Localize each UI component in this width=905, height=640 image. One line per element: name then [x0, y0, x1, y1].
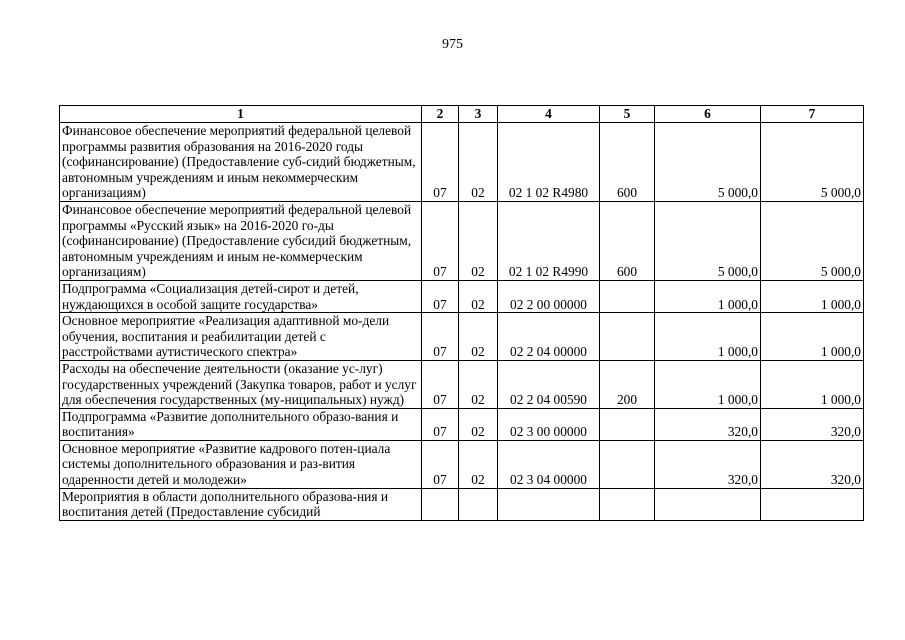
section-code-cell: 07: [422, 123, 459, 202]
subsection-code-cell: 02: [459, 440, 498, 488]
target-article-cell: 02 2 00 00000: [498, 280, 600, 312]
column-header: 5: [600, 106, 655, 123]
budget-table: [59, 105, 864, 521]
row-name-cell: Финансовое обеспечение мероприятий федеральной целевой программы развития образования на 2016-2020 годы (софинансирование) (Предоставление суб-сидий бюджетным, автономным учреждениям и иным некоммерческим организациям): [60, 123, 422, 202]
row-name-cell: Подпрограмма «Развитие дополнительного образо-вания и воспитания»: [60, 408, 422, 440]
amount-cell-col6: 320,0: [655, 440, 761, 488]
table-row: [60, 408, 864, 440]
table-row: [60, 123, 864, 202]
expense-type-cell: 600: [600, 123, 655, 202]
table-header-row: [60, 106, 864, 123]
page-number: 975: [442, 37, 463, 52]
section-code-cell: 07: [422, 201, 459, 280]
amount-cell-col7: 1 000,0: [761, 360, 864, 408]
section-code-cell: 07: [422, 440, 459, 488]
expense-type-cell: [600, 488, 655, 520]
target-article-cell: 02 2 04 00000: [498, 313, 600, 361]
target-article-cell: 02 3 04 00000: [498, 440, 600, 488]
section-code-cell: 07: [422, 408, 459, 440]
amount-cell-col6: 320,0: [655, 408, 761, 440]
table-row: [60, 201, 864, 280]
column-header: 6: [655, 106, 761, 123]
section-code-cell: 07: [422, 313, 459, 361]
amount-cell-col7: 5 000,0: [761, 201, 864, 280]
amount-cell-col6: 1 000,0: [655, 360, 761, 408]
column-header: 7: [761, 106, 864, 123]
expense-type-cell: [600, 408, 655, 440]
table-row: [60, 360, 864, 408]
table-row: [60, 313, 864, 361]
row-name-cell: Основное мероприятие «Реализация адаптивной мо-дели обучения, воспитания и реабилитации детей с расстройствами аутистического спектра»: [60, 313, 422, 361]
expense-type-cell: [600, 313, 655, 361]
section-code-cell: 07: [422, 280, 459, 312]
amount-cell-col6: 1 000,0: [655, 280, 761, 312]
table-row: [60, 280, 864, 312]
target-article-cell: 02 1 02 R4980: [498, 123, 600, 202]
amount-cell-col7: [761, 488, 864, 520]
expense-type-cell: 200: [600, 360, 655, 408]
subsection-code-cell: 02: [459, 123, 498, 202]
amount-cell-col6: 1 000,0: [655, 313, 761, 361]
row-name-cell: Расходы на обеспечение деятельности (оказание ус-луг) государственных учреждений (Закупка товаров, работ и услуг для обеспечения государственных (му-ниципальных) нужд): [60, 360, 422, 408]
section-code-cell: 07: [422, 360, 459, 408]
amount-cell-col7: 1 000,0: [761, 313, 864, 361]
target-article-cell: 02 2 04 00590: [498, 360, 600, 408]
column-header: 3: [459, 106, 498, 123]
section-code-cell: [422, 488, 459, 520]
target-article-cell: [498, 488, 600, 520]
subsection-code-cell: 02: [459, 360, 498, 408]
expense-type-cell: [600, 440, 655, 488]
row-name-cell: Мероприятия в области дополнительного образова-ния и воспитания детей (Предоставление субсидий: [60, 488, 422, 520]
subsection-code-cell: [459, 488, 498, 520]
subsection-code-cell: 02: [459, 201, 498, 280]
row-name-cell: Финансовое обеспечение мероприятий федеральной целевой программы «Русский язык» на 2016-2020 го-ды (софинансирование) (Предоставление субсидий бюджетным, автономным учреждениям и иным не-коммерческим организациям): [60, 201, 422, 280]
row-name-cell: Подпрограмма «Социализация детей-сирот и детей, нуждающихся в особой защите государства»: [60, 280, 422, 312]
expense-type-cell: [600, 280, 655, 312]
amount-cell-col7: 320,0: [761, 408, 864, 440]
subsection-code-cell: 02: [459, 408, 498, 440]
subsection-code-cell: 02: [459, 280, 498, 312]
subsection-code-cell: 02: [459, 313, 498, 361]
amount-cell-col6: [655, 488, 761, 520]
amount-cell-col7: 1 000,0: [761, 280, 864, 312]
target-article-cell: 02 3 00 00000: [498, 408, 600, 440]
amount-cell-col6: 5 000,0: [655, 201, 761, 280]
expense-type-cell: 600: [600, 201, 655, 280]
column-header: 1: [60, 106, 422, 123]
amount-cell-col7: 320,0: [761, 440, 864, 488]
row-name-cell: Основное мероприятие «Развитие кадрового потен-циала системы дополнительного образования и раз-вития одаренности детей и молодежи»: [60, 440, 422, 488]
target-article-cell: 02 1 02 R4990: [498, 201, 600, 280]
column-header: 2: [422, 106, 459, 123]
table-row: [60, 440, 864, 488]
amount-cell-col6: 5 000,0: [655, 123, 761, 202]
column-header: 4: [498, 106, 600, 123]
amount-cell-col7: 5 000,0: [761, 123, 864, 202]
table-row: [60, 488, 864, 520]
